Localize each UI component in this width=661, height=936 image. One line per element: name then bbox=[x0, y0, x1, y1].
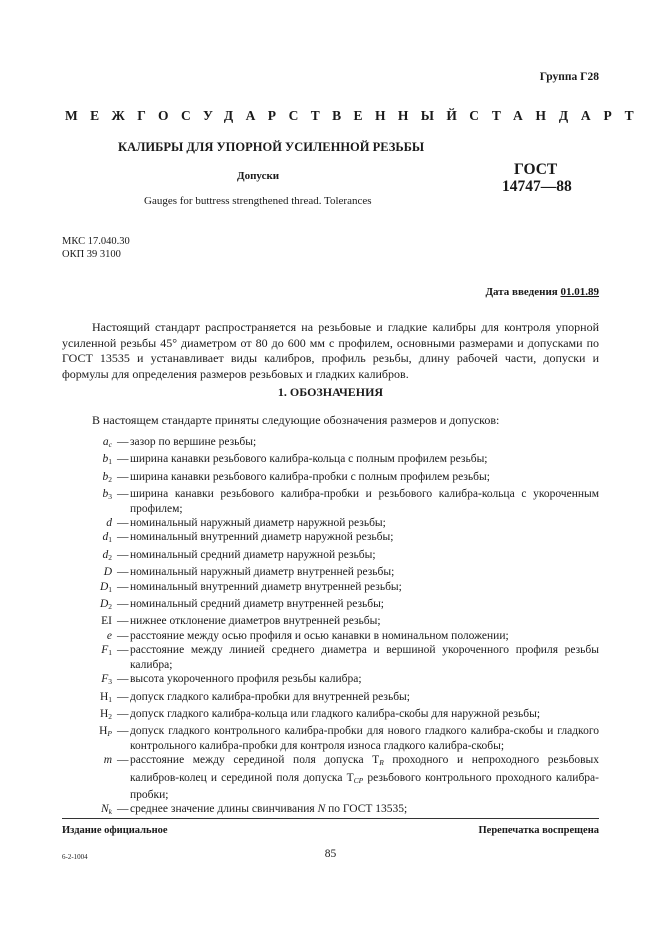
document-title: КАЛИБРЫ ДЛЯ УПОРНОЙ УСИЛЕННОЙ РЕЗЬБЫ bbox=[118, 140, 425, 154]
symbol-base: a bbox=[102, 436, 109, 448]
symbol-base: F bbox=[101, 673, 109, 686]
definition-symbol bbox=[62, 629, 117, 643]
symbol-subscript: 2 bbox=[108, 552, 112, 562]
definition-text bbox=[130, 548, 599, 565]
effective-date-value: 01.01.89 bbox=[560, 286, 599, 298]
definition-dash: — bbox=[117, 707, 129, 720]
definition-text bbox=[130, 672, 599, 689]
definition-dash: — bbox=[117, 725, 129, 738]
symbol-subscript: 1 bbox=[108, 535, 112, 545]
definition-row bbox=[62, 672, 599, 689]
definition-dash: — bbox=[117, 580, 129, 593]
definition-text-content: номинальный наружный диаметр наружной резьбы; bbox=[130, 517, 386, 530]
definition-dash: — bbox=[117, 629, 129, 642]
definition-text bbox=[130, 597, 599, 614]
mks-code: МКС 17.040.30 bbox=[62, 236, 130, 247]
symbol-subscript: 1 bbox=[108, 584, 112, 594]
definition-row bbox=[62, 643, 599, 672]
symbol-subscript: 2 bbox=[108, 602, 112, 612]
symbol-base: N bbox=[100, 803, 109, 816]
symbol-subscript: 1 bbox=[108, 648, 112, 658]
effective-date-label: Дата введения bbox=[485, 286, 558, 298]
definition-symbol bbox=[62, 565, 117, 579]
definition-row bbox=[62, 629, 599, 643]
definition-text-content: номинальный средний диаметр наружной резьбы; bbox=[130, 548, 376, 561]
intro-paragraph: Настоящий стандарт распространяется на резьбовые и гладкие калибры для контроля упорной усиленной резьбы 45° диаметром от 80 до 600 мм с профилем, основными размерами и допусками по ГОСТ 13535 и устанавливает виды калибров, профиль резьбы, длину рабочей части, допуски и формулы для определения размеров резьбовых и гладких калибров. bbox=[62, 320, 599, 381]
okp-code: ОКП 39 3100 bbox=[62, 249, 121, 260]
definition-dash: — bbox=[117, 436, 129, 448]
symbol-base: H bbox=[99, 707, 109, 720]
definition-text bbox=[130, 565, 599, 579]
definition-symbol bbox=[62, 753, 117, 802]
symbol-base: d bbox=[102, 548, 109, 561]
definition-text-part: по ГОСТ 13535; bbox=[325, 803, 408, 816]
definition-text bbox=[130, 516, 599, 530]
definition-text-content: расстояние между осью профиля и осью канавки в номинальном положении; bbox=[130, 629, 509, 642]
definition-dash: — bbox=[117, 754, 129, 767]
definition-text-content: номинальный внутренний диаметр наружной резьбы; bbox=[130, 531, 394, 544]
definition-text bbox=[130, 530, 599, 547]
definition-symbol bbox=[62, 724, 117, 753]
symbol-subscript: 3 bbox=[108, 492, 112, 502]
definition-text bbox=[130, 435, 599, 452]
symbol-base: F bbox=[101, 644, 109, 657]
symbol-base: b bbox=[102, 488, 109, 501]
definition-symbol bbox=[62, 690, 117, 707]
definition-text-content: допуск гладкого контрольного калибра-пробки для нового гладкого калибра-скобы и гладкого контрольного калибра-пробки для контроля износа гладкого калибра-скобы; bbox=[130, 725, 599, 752]
definition-symbol bbox=[62, 548, 117, 565]
symbol-subscript: 1 bbox=[108, 694, 112, 704]
definition-text-content: номинальный внутренний диаметр внутренней резьбы; bbox=[130, 580, 402, 593]
english-title: Gauges for buttress strengthened thread. Tolerances bbox=[144, 195, 372, 207]
definition-text-content: высота укороченного профиля резьбы калибра; bbox=[130, 673, 362, 686]
official-edition: Издание официальное bbox=[62, 825, 168, 836]
print-code: 6-2-1004 bbox=[62, 853, 88, 861]
reprint-prohibited: Перепечатка воспрещена bbox=[478, 825, 599, 836]
definition-text bbox=[130, 643, 599, 672]
definition-text bbox=[130, 707, 599, 724]
section-lead: В настоящем стандарте приняты следующие обозначения размеров и допусков: bbox=[92, 413, 500, 427]
definition-text bbox=[130, 452, 599, 469]
definition-row bbox=[62, 530, 599, 547]
definition-text-content: ширина канавки резьбового калибра-пробки с полным профилем резьбы; bbox=[130, 470, 490, 483]
definition-row bbox=[62, 753, 599, 802]
definition-row bbox=[62, 548, 599, 565]
symbol-subscript: 2 bbox=[108, 711, 112, 721]
definition-row bbox=[62, 724, 599, 753]
definition-dash: — bbox=[117, 803, 129, 816]
definition-text-part: расстояние между серединой поля допуска Т bbox=[130, 754, 380, 767]
definition-symbol bbox=[62, 470, 117, 487]
symbol-base: D bbox=[99, 598, 109, 611]
gost-label: ГОСТ bbox=[514, 161, 558, 178]
page-number: 85 bbox=[324, 848, 337, 860]
definition-symbol bbox=[62, 530, 117, 547]
definition-symbol bbox=[62, 614, 117, 628]
symbol-base: H bbox=[99, 690, 109, 703]
definition-text bbox=[130, 580, 599, 597]
definition-text-content: номинальный средний диаметр внутренней резьбы; bbox=[130, 598, 384, 611]
symbol-base: m bbox=[103, 754, 112, 767]
definition-row bbox=[62, 690, 599, 707]
definition-text-content: допуск гладкого калибра-кольца или гладкого калибра-скобы для наружной резьбы; bbox=[130, 707, 541, 720]
definition-dash: — bbox=[117, 488, 129, 501]
definition-symbol bbox=[62, 487, 117, 516]
section-heading: 1. ОБОЗНАЧЕНИЯ bbox=[277, 385, 384, 399]
definition-symbol bbox=[62, 643, 117, 672]
definition-dash: — bbox=[117, 690, 129, 703]
banner-word-standard: СТАНДАРТ bbox=[469, 108, 647, 123]
definition-text bbox=[130, 487, 599, 516]
definition-row bbox=[62, 487, 599, 516]
standard-banner bbox=[65, 108, 647, 124]
definition-row bbox=[62, 707, 599, 724]
definition-symbol bbox=[62, 672, 117, 689]
banner-word-interstate: МЕЖГОСУДАРСТВЕННЫЙ bbox=[65, 108, 470, 123]
definition-text bbox=[130, 470, 599, 487]
definition-text-part: проходного и непроходного резьбовых калибров-колец и серединой поля допуска Т bbox=[130, 754, 599, 784]
symbol-base: d bbox=[106, 517, 112, 530]
definition-text-content: зазор по вершине резьбы; bbox=[130, 436, 257, 448]
definition-text-content: номинальный наружный диаметр внутренней резьбы; bbox=[130, 566, 395, 579]
definition-row bbox=[62, 597, 599, 614]
symbol-subscript: 2 bbox=[108, 474, 112, 484]
symbol-subscript: P bbox=[107, 729, 112, 739]
definition-text-part: среднее значение длины свинчивания bbox=[130, 803, 318, 816]
symbol-base: D bbox=[103, 566, 112, 579]
symbol-base: e bbox=[106, 629, 112, 642]
symbol-base: d bbox=[102, 531, 109, 544]
definition-text-content: расстояние между линией среднего диаметра и вершиной укороченного профиля резьбы калибра; bbox=[130, 644, 599, 671]
definition-text-content: нижнее отклонение диаметров внутренней резьбы; bbox=[130, 615, 381, 628]
definition-dash: — bbox=[117, 531, 129, 544]
definition-row bbox=[62, 565, 599, 579]
definition-text-content: ширина канавки резьбового калибра-кольца с полным профилем резьбы; bbox=[130, 453, 488, 466]
symbol-base: b bbox=[102, 453, 109, 466]
definition-symbol bbox=[62, 707, 117, 724]
classification-codes bbox=[62, 235, 130, 261]
definition-text bbox=[130, 724, 599, 753]
definition-row bbox=[62, 614, 599, 628]
definition-text-content: допуск гладкого калибра-пробки для внутренней резьбы; bbox=[130, 690, 410, 703]
definition-text bbox=[130, 690, 599, 707]
symbol-subscript: 1 bbox=[108, 457, 112, 467]
group-code: Группа Г28 bbox=[539, 71, 599, 83]
definition-text-content: ширина канавки резьбового калибра-пробки и резьбового калибра-кольца с укороченным профилем; bbox=[130, 488, 599, 515]
definition-text bbox=[130, 614, 599, 628]
definition-row bbox=[62, 516, 599, 530]
definition-row bbox=[62, 452, 599, 469]
definition-text-part: резьбового контрольного проходного калибра-пробки; bbox=[130, 771, 599, 801]
symbol-subscript: c bbox=[108, 440, 112, 449]
document-subtitle: Допуски bbox=[237, 170, 280, 182]
definition-text bbox=[130, 629, 599, 643]
definition-row bbox=[62, 580, 599, 597]
definition-subscript: CP bbox=[353, 775, 364, 785]
definition-dash: — bbox=[117, 644, 129, 657]
definition-italic: N bbox=[317, 803, 326, 816]
symbol-subscript: k bbox=[108, 807, 112, 817]
definition-row bbox=[62, 470, 599, 487]
gost-number: 14747—88 bbox=[502, 178, 572, 195]
definition-symbol bbox=[62, 435, 117, 452]
definition-dash: — bbox=[117, 566, 129, 579]
definition-dash: — bbox=[117, 673, 129, 686]
definition-text bbox=[130, 753, 599, 802]
symbol-base: b bbox=[102, 470, 109, 483]
symbol-base: D bbox=[99, 580, 109, 593]
definition-symbol bbox=[62, 516, 117, 530]
definition-symbol bbox=[62, 597, 117, 614]
definition-dash: — bbox=[117, 453, 129, 466]
footer-rule bbox=[62, 818, 599, 819]
definition-dash: — bbox=[117, 598, 129, 611]
definition-subscript: R bbox=[379, 758, 384, 768]
definition-dash: — bbox=[117, 517, 129, 530]
definition-symbol bbox=[62, 452, 117, 469]
definition-row bbox=[62, 435, 599, 452]
definition-dash: — bbox=[117, 615, 129, 628]
definition-symbol bbox=[62, 580, 117, 597]
symbol-base: H bbox=[99, 725, 108, 738]
definitions-list bbox=[62, 435, 599, 820]
symbol-subscript: 3 bbox=[108, 677, 112, 687]
definition-dash: — bbox=[117, 548, 129, 561]
effective-date bbox=[485, 286, 599, 298]
symbol-base: EI bbox=[101, 615, 112, 628]
definition-dash: — bbox=[117, 470, 129, 483]
